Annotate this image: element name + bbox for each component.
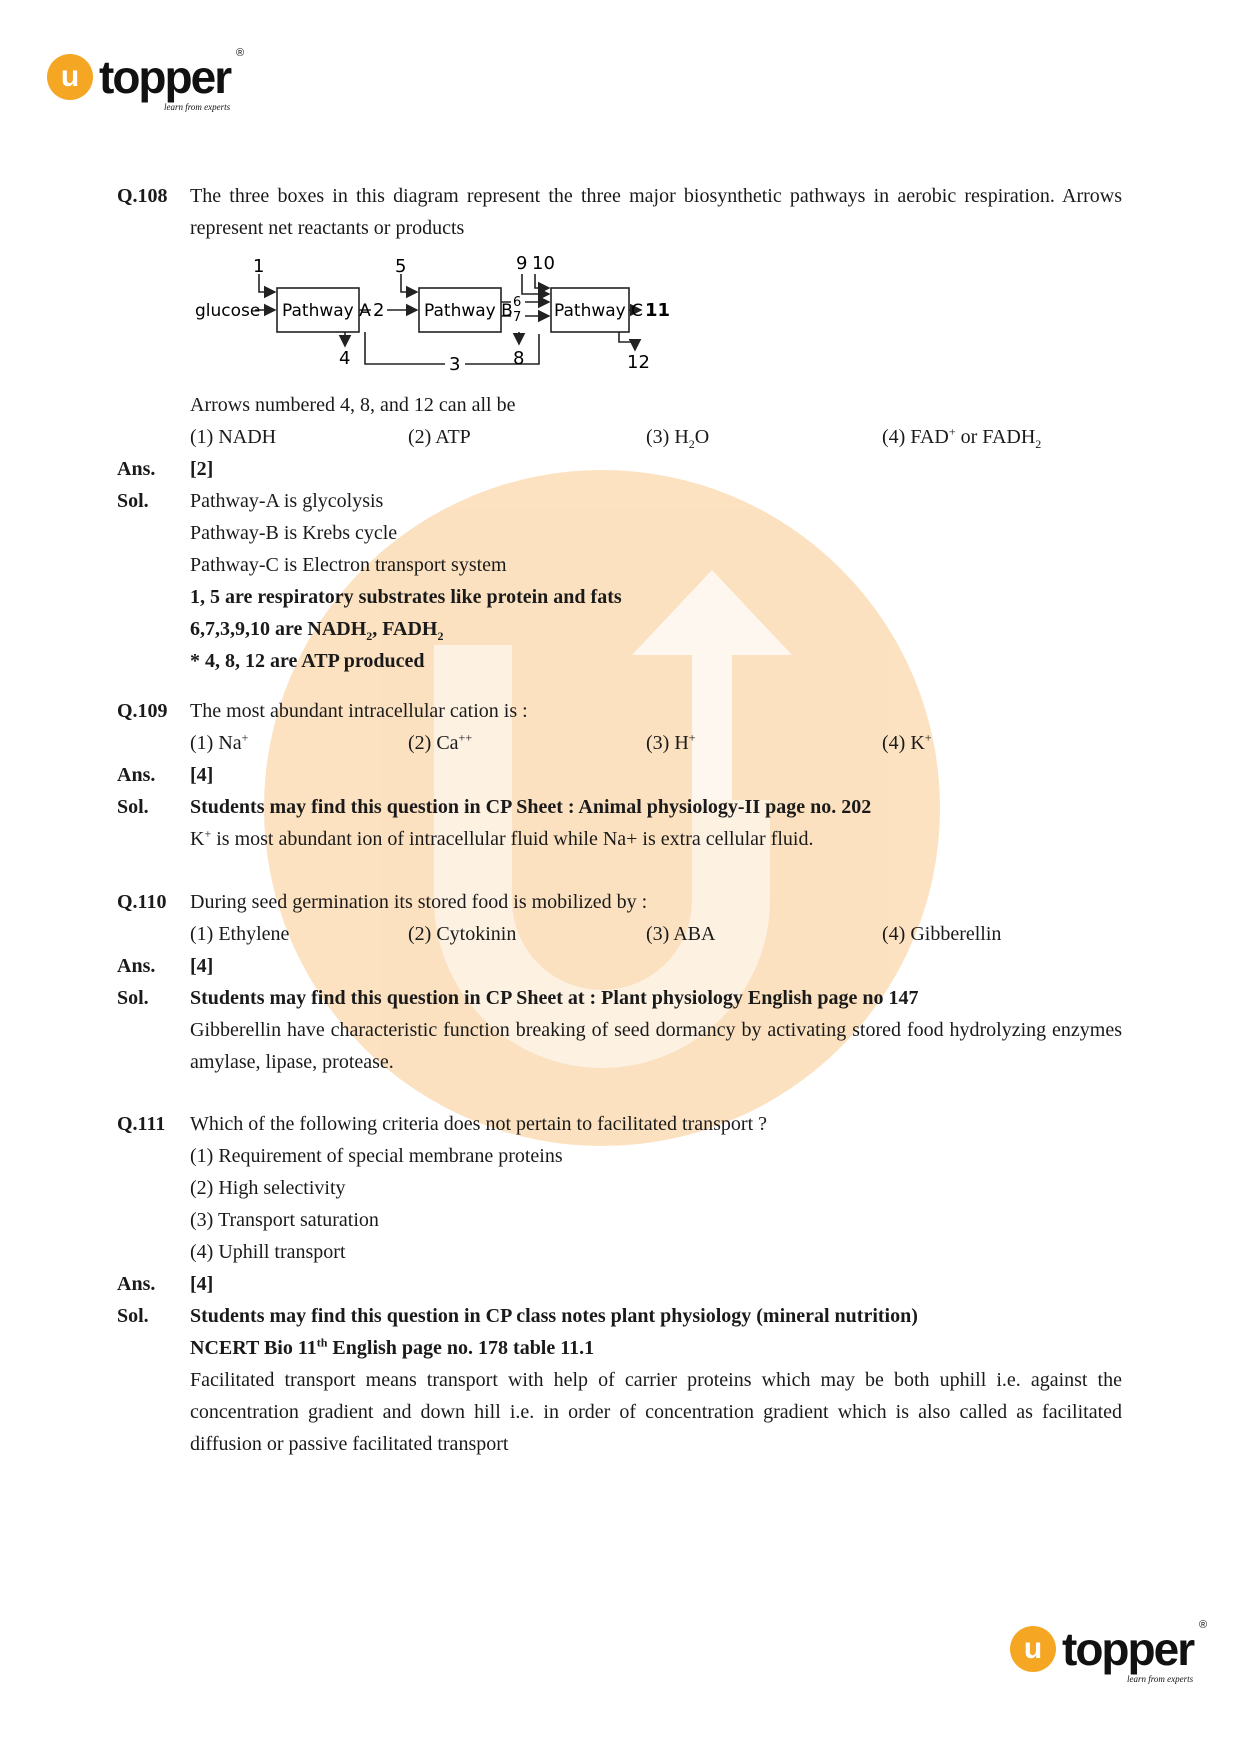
arrow-label-11: 11 <box>645 300 671 321</box>
arrow-label-9: 9 <box>516 253 528 274</box>
option-2: (2) ATP <box>408 426 471 448</box>
answer-label: Ans. <box>117 764 156 786</box>
solution-bold-line: 6,7,3,9,10 are $NADH_2$, $FADH_2$ <box>190 618 444 643</box>
pathway-c-label: Pathway C <box>554 301 644 321</box>
brand-registered: ® <box>236 47 245 59</box>
question-number: Q.111 <box>117 1113 166 1135</box>
arrow-label-5: 5 <box>395 256 407 277</box>
option-3: (3) $H_2O$ <box>646 426 710 451</box>
option-3: (3) ABA <box>646 923 716 945</box>
question-stem: During seed germination its stored food is mobilized by : <box>190 891 648 913</box>
option-1: (1) NADH <box>190 426 277 448</box>
question-number: Q.108 <box>117 185 168 207</box>
option-4: (4) Uphill transport <box>190 1241 346 1263</box>
option-2: (2) Cytokinin <box>408 923 517 945</box>
solution-line: Pathway-C is Electron transport system <box>190 554 507 576</box>
option-1: (1) Na+ <box>190 730 249 754</box>
arrow-label-8: 8 <box>513 348 525 369</box>
question-stem: The three boxes in this diagram represent the three major biosynthetic pathways in aerobic respiration. Arrows represent net reactants or products <box>190 185 1122 239</box>
arrow-label-2: 2 <box>373 300 385 321</box>
answer-value: [2] <box>190 458 214 480</box>
arrow-label-7: 7 <box>513 310 522 325</box>
brand-logo-top <box>47 47 245 112</box>
question-number: Q.109 <box>117 700 168 722</box>
pathway-diagram <box>195 252 695 382</box>
brand-name: topper <box>1062 1623 1194 1675</box>
option-1: (1) Requirement of special membrane proteins <box>190 1145 563 1167</box>
arrow-label-4: 4 <box>339 348 351 369</box>
question-stem: The most abundant intracellular cation is : <box>190 700 528 722</box>
arrow-label-3: 3 <box>449 354 461 375</box>
brand-mark-icon: u <box>47 54 93 100</box>
answer-label: Ans. <box>117 1273 156 1295</box>
question-stem: Which of the following criteria does not pertain to facilitated transport ? <box>190 1113 768 1135</box>
solution-label: Sol. <box>117 490 149 512</box>
option-2: (2) High selectivity <box>190 1177 346 1199</box>
option-4: (4) FAD+ or $FADH_2$ <box>882 424 1042 451</box>
option-4: (4) K+ <box>882 730 932 754</box>
solution-bold-line: Students may find this question in CP class notes plant physiology (mineral nutrition) <box>190 1305 918 1327</box>
solution-line: Pathway-A is glycolysis <box>190 490 384 512</box>
arrow-label-12: 12 <box>627 352 650 373</box>
answer-value: [4] <box>190 1273 214 1295</box>
diagram-glucose-label: glucose <box>195 301 261 321</box>
brand-mark-icon: u <box>1010 1626 1056 1672</box>
answer-label: Ans. <box>117 955 156 977</box>
brand-name: topper <box>99 51 231 103</box>
answer-value: [4] <box>190 764 214 786</box>
arrow-label-1: 1 <box>253 256 265 277</box>
option-2: (2) Ca++ <box>408 730 473 754</box>
brand-tagline: learn from experts <box>1126 1674 1194 1684</box>
option-3: (3) H+ <box>646 730 696 754</box>
pathway-a-label: Pathway A <box>282 301 371 321</box>
solution-bold-line: 1, 5 are respiratory substrates like protein and fats <box>190 586 622 608</box>
question-text: Arrows numbered 4, 8, and 12 can all be <box>190 394 516 416</box>
solution-line: Pathway-B is Krebs cycle <box>190 522 398 544</box>
brand-tagline: learn from experts <box>163 102 231 112</box>
solution-paragraph: Gibberellin have characteristic function breaking of seed dormancy by activating stored food hydrolyzing enzymes amylase, lipase, protease. <box>190 1019 1122 1073</box>
solution-line: K+ is most abundant ion of intracellular fluid while Na+ is extra cellular fluid. <box>190 826 814 850</box>
solution-bold-line: Students may find this question in CP Sheet : Animal physiology-II page no. 202 <box>190 796 872 818</box>
solution-bold-line: NCERT Bio 11th English page no. 178 table 11.1 <box>190 1335 595 1359</box>
arrow-label-6: 6 <box>513 295 522 310</box>
question-number: Q.110 <box>117 891 167 913</box>
solution-bold-line: Students may find this question in CP Sheet at : Plant physiology English page no 147 <box>190 987 919 1009</box>
pathway-b-label: Pathway B <box>424 301 513 321</box>
solution-bold-line: * 4, 8, 12 are ATP produced <box>190 650 425 672</box>
solution-paragraph: Facilitated transport means transport with help of carrier proteins which may be both uphill i.e. against the concentration gradient and down hill i.e. in order of concentration gradient which is also called as facilitated diffusion or passive facilitated transport <box>190 1369 1122 1455</box>
option-4: (4) Gibberellin <box>882 923 1002 945</box>
solution-label: Sol. <box>117 796 149 818</box>
solution-label: Sol. <box>117 1305 149 1327</box>
option-1: (1) Ethylene <box>190 923 290 945</box>
brand-registered: ® <box>1199 1619 1208 1631</box>
option-3: (3) Transport saturation <box>190 1209 379 1231</box>
answer-label: Ans. <box>117 458 156 480</box>
brand-logo-bottom <box>1010 1619 1208 1684</box>
arrow-label-10: 10 <box>532 253 555 274</box>
answer-value: [4] <box>190 955 214 977</box>
solution-label: Sol. <box>117 987 149 1009</box>
